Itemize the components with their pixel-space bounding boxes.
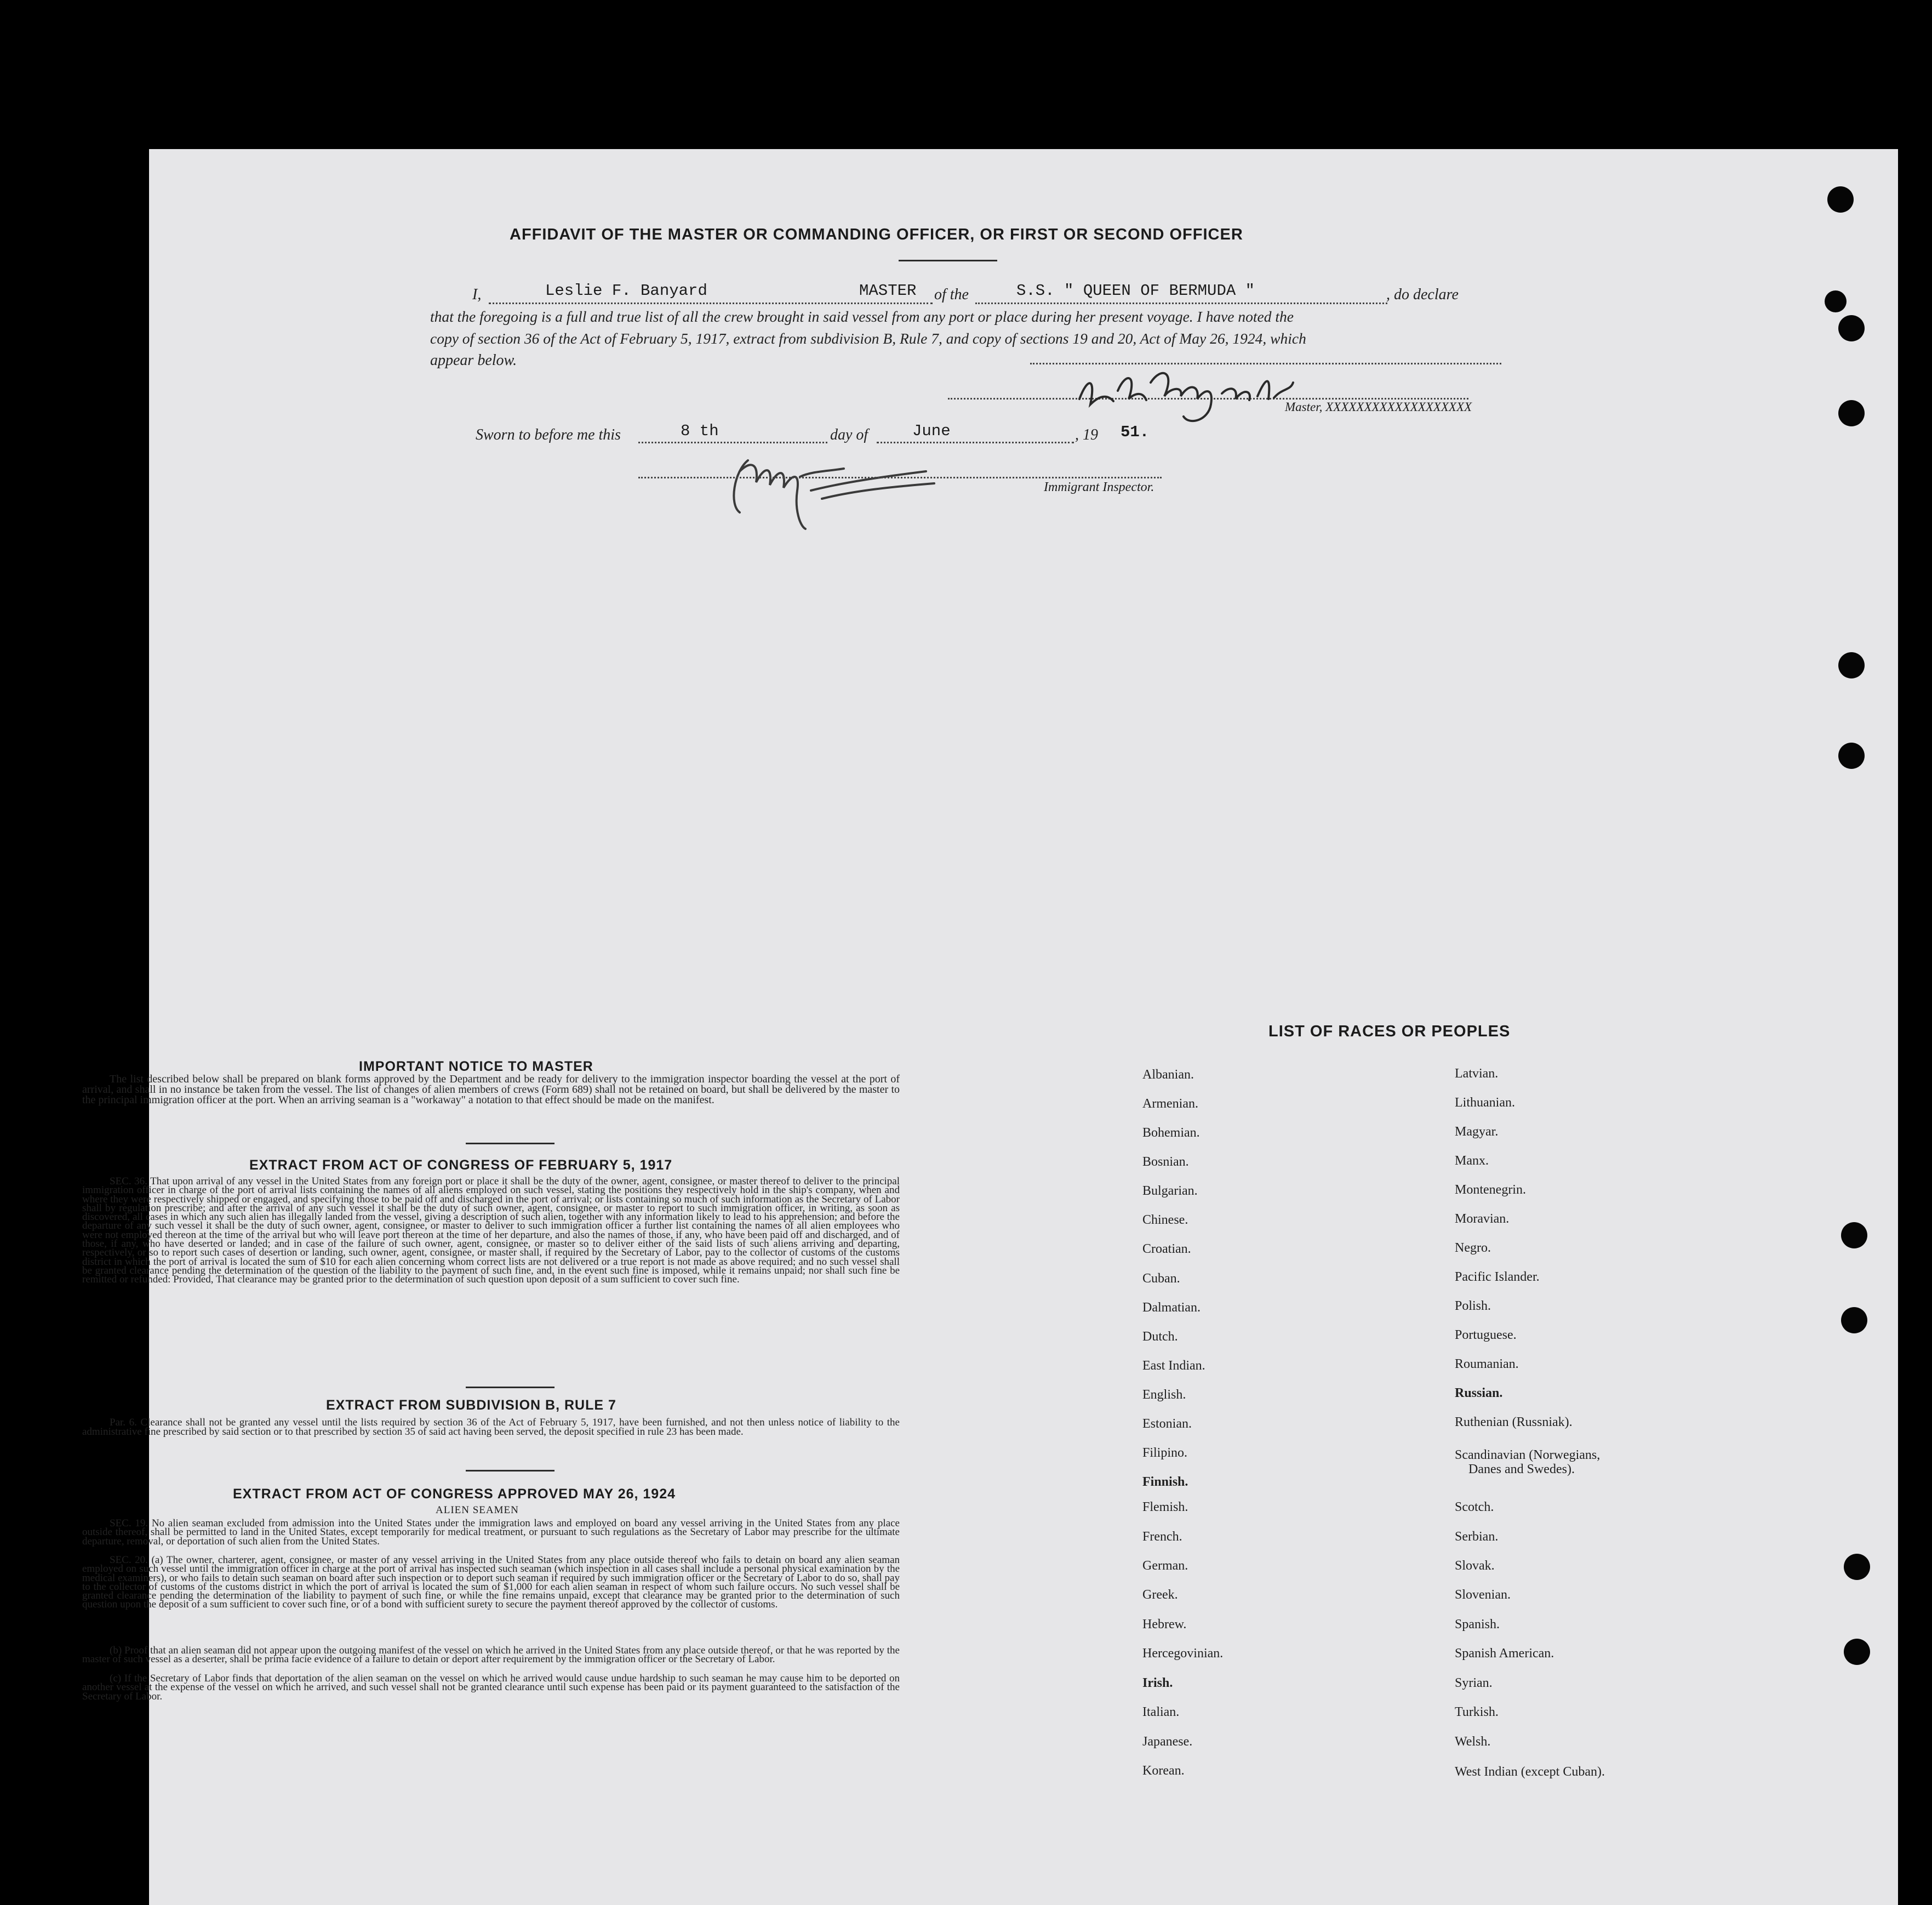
sec20c-text: (c) If the Secretary of Labor finds that deportation of the alien seaman on the vessel on which he arrived would cause undue hardship to such seaman he may cause him to be deported on another vessel at the expense of the vessel on which he arrived, and such vessel shall not be granted clearance until such expense has been paid or its payment guaranteed to the satisfaction of the Secretary of Labor. <box>82 1673 900 1702</box>
vessel-line <box>975 303 1387 304</box>
master-signature-title: Master, XXXXXXXXXXXXXXXXXXX <box>1285 400 1472 414</box>
race-item: French. <box>1142 1530 1182 1544</box>
race-item: Armenian. <box>1142 1097 1198 1111</box>
extract-1917-text: SEC. 36. That upon arrival of any vessel in the United States from any foreign port or place it shall be the duty of the owner, agent, consignee, or master thereof to deliver to the principal immigration officer in charge of the port of arrival lists containing the names of all aliens employed on such vessel, stating the positions they respectively hold in the ship's company, when and where they were respectively shipped or engaged, and specifying those to be paid off and discharged in the port of arrival; or lists containing so much of such information as the Secretary of Labor shall by regulation prescribe; and after the arrival of any such vessel it shall be the duty of such owner, agent, consignee, or master to report to such immigration officer, in writing, as soon as discovered, all cases in which any such alien has illegally landed from the vessel, giving a description of such alien, together with any information likely to lead to his apprehension; and before the departure of any such vessel it shall be the duty of such owner, agent, consignee, or master to deliver to such immigration officer a further list containing the names of all alien employees who were not employed thereon at the time of the arrival but who will leave port thereon at the time of her departure, and also the names of those, if any, who have been paid off and discharged, and of those, if any, who have deserted or landed; and in case of the failure of such owner, agent, consignee, or master so to deliver either of the said lists of such aliens arriving and departing, respectively, or so to report such cases of desertion or landing, such owner, agent, consignee, or master shall, if required by the Secretary of Labor, pay to the collector of customs of the customs district in which the port of arrival is located the sum of $10 for each alien concerning whom correct lists are not delivered or a true report is not made as above required; and no such vessel shall be granted clearance pending the determination of the question of the liability to the payment of such fine, and, in the event such fine is imposed, while it remains unpaid; nor shall such fine be remitted or refunded: Provided, That clearance may be granted prior to the determination of such question upon deposit of a sum sufficient to cover such fine. <box>82 1176 900 1286</box>
race-item: Scandinavian (Norwegians, <box>1455 1448 1601 1462</box>
race-item: Dalmatian. <box>1142 1301 1201 1315</box>
punch-hole <box>1838 652 1865 678</box>
affidavit-title: AFFIDAVIT OF THE MASTER OR COMMANDING OFFICER, OR FIRST OR SECOND OFFICER <box>510 226 1243 243</box>
race-item: Croatian. <box>1142 1242 1191 1256</box>
race-item: Montenegrin. <box>1455 1183 1526 1197</box>
alien-seamen-subtitle: ALIEN SEAMEN <box>436 1504 519 1516</box>
affidavit-i-label: I, <box>472 286 482 303</box>
extract-1917-title: EXTRACT FROM ACT OF CONGRESS OF FEBRUARY 5, 1917 <box>249 1157 673 1173</box>
extract-1917-divider <box>466 1387 555 1388</box>
notice-text: The list described below shall be prepared on blank forms approved by the Department and be ready for delivery to the immigration inspector boarding the vessel at the port of arrival, and shall in no instance be taken from the vessel. The list of changes of alien members of crews (Form 689) shall not be retained on board, but shall be delivered by the master to the principal immigration officer at the port. When an arriving seaman is a "workaway" a notation to that effect should be made on the manifest. <box>82 1073 900 1106</box>
notice-title: IMPORTANT NOTICE TO MASTER <box>359 1059 593 1074</box>
sec19-text: SEC. 19. No alien seaman excluded from admission into the United States under the immigration laws and employed on board any vessel arriving in the United States from any place outside thereof, shall be permitted to land in the United States, except temporarily for medical treatment, or pursuant to such regulations as the Secretary of Labor may prescribe for the ultimate departure, removal, or deportation of such alien from the United States. <box>82 1518 900 1547</box>
race-item: Japanese. <box>1142 1735 1193 1749</box>
punch-hole <box>1841 1222 1867 1248</box>
sec20b-text: (b) Proof that an alien seaman did not appear upon the outgoing manifest of the vessel on which he arrived in the United States from any place outside thereof, or that he was reported by the master of such vessel as a deserter, shall be prima facie evidence of a failure to detain or deport after requirement by the immigration officer or the Secretary of Labor. <box>82 1645 900 1666</box>
race-item: Portuguese. <box>1455 1328 1517 1342</box>
rule7-text: Par. 6. Clearance shall not be granted any vessel until the lists required by section 36 of the Act of February 5, 1917, have been furnished, and not then unless notice of liability to the administrative fine prescribed by said section or to that prescribed by section 35 of said act having been served, the deposit specified in rule 23 has been made. <box>82 1417 900 1438</box>
race-item: West Indian (except Cuban). <box>1455 1765 1605 1779</box>
race-item: Ruthenian (Russniak). <box>1455 1415 1573 1429</box>
notice-divider <box>466 1143 555 1144</box>
race-item: Filipino. <box>1142 1446 1188 1460</box>
race-item: Latvian. <box>1455 1066 1499 1081</box>
race-item: Moravian. <box>1455 1212 1510 1226</box>
rule7-divider <box>466 1470 555 1471</box>
race-item: English. <box>1142 1388 1186 1402</box>
race-item: Chinese. <box>1142 1213 1188 1227</box>
master-rank: MASTER <box>859 282 917 300</box>
vessel-name: S.S. " QUEEN OF BERMUDA " <box>1016 282 1255 300</box>
inspector-line <box>638 477 1162 478</box>
inspector-label: Immigrant Inspector. <box>1044 480 1154 494</box>
master-signature <box>1074 366 1304 426</box>
master-name: Leslie F. Banyard <box>545 282 707 300</box>
race-item: Serbian. <box>1455 1530 1499 1544</box>
do-declare-label: , do declare <box>1386 286 1459 303</box>
race-item: Turkish. <box>1455 1705 1499 1719</box>
race-item: Scotch. <box>1455 1500 1494 1514</box>
race-item: Bulgarian. <box>1142 1184 1198 1198</box>
race-item: Bohemian. <box>1142 1126 1200 1140</box>
inspector-signature <box>718 438 948 532</box>
race-item: Flemish. <box>1142 1500 1188 1514</box>
race-item: Irish. <box>1142 1676 1173 1690</box>
day-of-label: day of <box>830 426 868 443</box>
race-item: Welsh. <box>1455 1735 1491 1749</box>
race-item: Negro. <box>1455 1241 1491 1255</box>
document-page <box>149 149 1898 1905</box>
punch-hole <box>1844 1639 1870 1665</box>
race-item: Syrian. <box>1455 1676 1493 1690</box>
race-item: East Indian. <box>1142 1359 1205 1373</box>
race-item: Cuban. <box>1142 1271 1180 1286</box>
race-item: Estonian. <box>1142 1417 1192 1431</box>
race-item: Greek. <box>1142 1588 1178 1602</box>
sworn-day: 8 th <box>681 422 719 440</box>
rule7-title: EXTRACT FROM SUBDIVISION B, RULE 7 <box>326 1398 616 1413</box>
race-item: Slovak. <box>1455 1559 1495 1573</box>
sec20a-text: SEC. 20. (a) The owner, charterer, agent, consignee, or master of any vessel arriving in the United States from any place outside thereof who fails to detain on board any alien seaman employed on such vessel until the immigration officer in charge at the port of arrival has inspected such seaman (which inspection in all cases shall include a personal physical examination by the medical examiners), or who fails to detain such seaman on board after such inspection or to deport such seaman if required by such immigration officer or the Secretary of Labor to do so, shall pay to the collector of customs of the customs district in which the port of arrival is located the sum of $1,000 for each alien seaman in respect of whom such failure occurs. No such vessel shall be granted clearance pending the determination of the liability to payment of such fine, or while the fine remains unpaid, except that clearance may be granted prior to the determination of such question upon the deposit of a sum sufficient to cover such fine, or of a bond with sufficient surety to secure the payment thereof approved by the collector of customs. <box>82 1554 900 1611</box>
punch-hole <box>1827 186 1854 213</box>
race-item: Bosnian. <box>1142 1155 1189 1169</box>
race-item: Finnish. <box>1142 1475 1188 1489</box>
punch-hole <box>1838 400 1865 426</box>
year-prefix: , 19 <box>1075 426 1098 443</box>
affidavit-line-2: that the foregoing is a full and true list of all the crew brought in said vessel from any port or place during her present voyage. I have noted the <box>430 308 1294 325</box>
affidavit-line-3: copy of section 36 of the Act of February 5, 1917, extract from subdivision B, Rule 7, and copy of sections 19 and 20, Act of May 26, 1924, which <box>430 330 1306 347</box>
race-item: Lithuanian. <box>1455 1096 1515 1110</box>
sworn-label: Sworn to before me this <box>476 426 621 443</box>
of-the-label: of the <box>934 286 969 303</box>
punch-hole <box>1825 290 1847 312</box>
sworn-month: June <box>912 422 951 440</box>
affidavit-line-4: appear below. <box>430 352 517 369</box>
extract-1924-title: EXTRACT FROM ACT OF CONGRESS APPROVED MAY 26, 1924 <box>233 1486 676 1502</box>
race-item: Slovenian. <box>1455 1588 1511 1602</box>
race-item: Danes and Swedes). <box>1468 1462 1575 1476</box>
punch-hole <box>1844 1554 1870 1580</box>
race-item: Hebrew. <box>1142 1617 1187 1632</box>
name-line <box>489 303 933 304</box>
race-item: Roumanian. <box>1455 1357 1519 1371</box>
punch-hole <box>1838 315 1865 341</box>
race-item: Manx. <box>1455 1154 1489 1168</box>
race-item: Spanish. <box>1455 1617 1500 1632</box>
race-item: Italian. <box>1142 1705 1180 1719</box>
race-item: Spanish American. <box>1455 1646 1554 1661</box>
title-divider <box>899 260 997 261</box>
races-title: LIST OF RACES OR PEOPLES <box>1268 1023 1511 1040</box>
race-item: Dutch. <box>1142 1330 1178 1344</box>
punch-hole <box>1841 1307 1867 1333</box>
sworn-year: 51. <box>1121 423 1150 441</box>
punch-hole <box>1838 743 1865 769</box>
race-item: Pacific Islander. <box>1455 1270 1540 1284</box>
divider-dots <box>1030 363 1501 364</box>
race-item: Korean. <box>1142 1764 1185 1778</box>
race-item: German. <box>1142 1559 1188 1573</box>
race-item: Magyar. <box>1455 1125 1499 1139</box>
race-item: Albanian. <box>1142 1068 1194 1082</box>
race-item: Hercegovinian. <box>1142 1646 1224 1661</box>
race-item: Polish. <box>1455 1299 1491 1313</box>
race-item: Russian. <box>1455 1386 1503 1400</box>
